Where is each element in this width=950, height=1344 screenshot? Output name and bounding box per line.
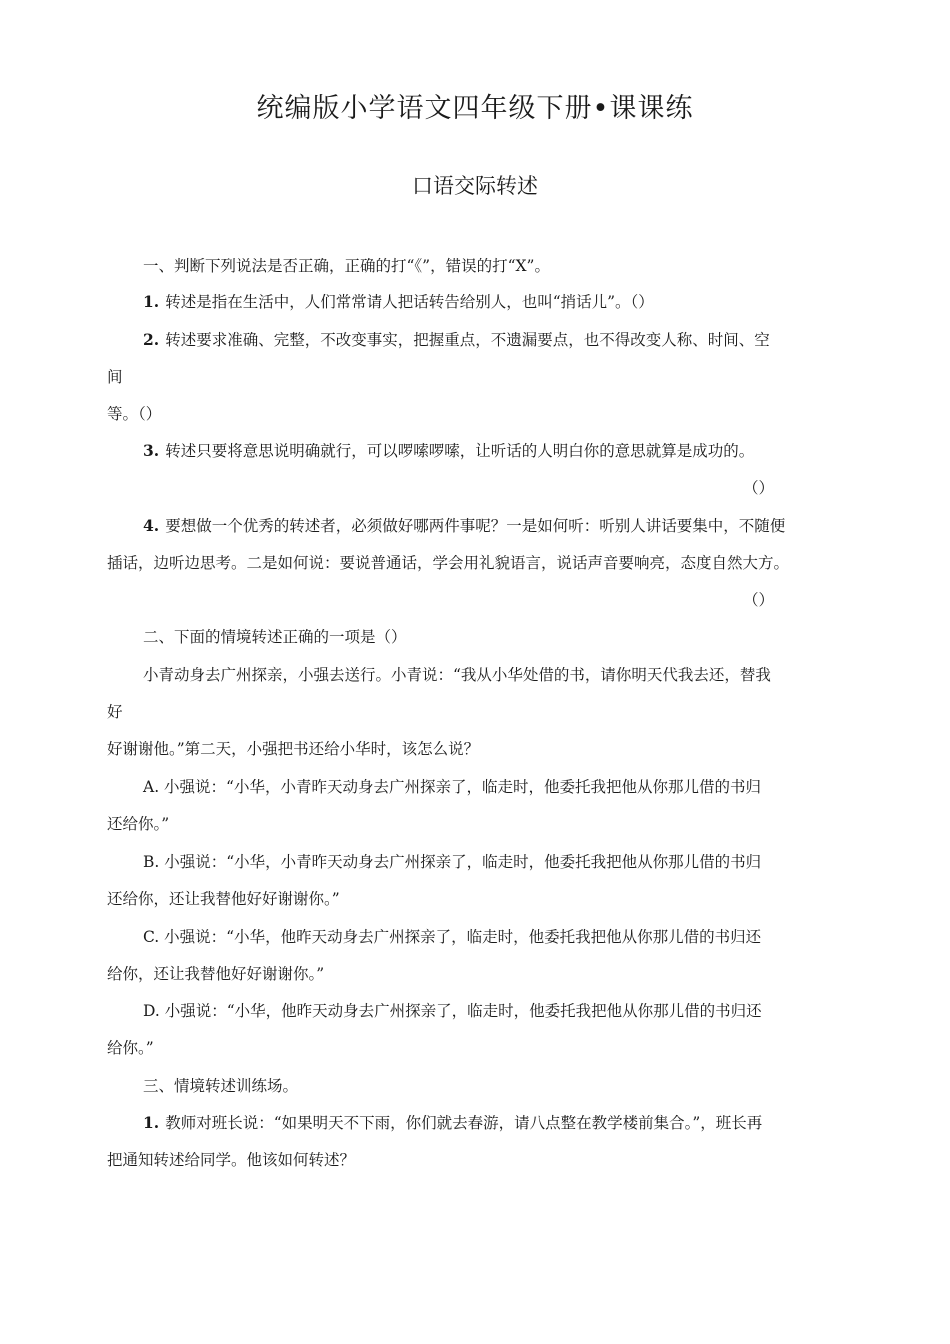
- question-text: 转述只要将意思说明确就行，可以啰嗦啰嗦，让听话的人明白你的意思就算是成功的。: [165, 442, 755, 460]
- section1-heading: 一、判断下列说法是否正确，正确的打“《”，错误的打“X”。: [143, 257, 550, 275]
- question-number: 2.: [143, 330, 160, 349]
- question-text-cont: 插话，边听边思考。二是如何说：要说普通话，学会用礼貌语言，说话声音要响亮，态度自然大方。: [107, 554, 790, 572]
- option-a-cont: 还给你。”: [107, 815, 170, 833]
- option-c: C. 小强说：“小华，他昨天动身去广州探亲了，临走时，他委托我把他从你那儿借的书归还: [143, 928, 762, 946]
- option-a: A. 小强说：“小华，小青昨天动身去广州探亲了，临走时，他委托我把他从你那儿借的书归: [143, 778, 761, 796]
- option-d: D. 小强说：“小华，他昨天动身去广州探亲了，临走时，他委托我把他从你那儿借的书归还: [143, 1002, 762, 1020]
- option-d-cont: 给你。”: [107, 1039, 154, 1057]
- question-text: 转述要求准确、完整，不改变事实，把握重点，不遗漏要点，也不得改变人称、时间、空: [165, 331, 770, 349]
- question-text-cont: 把通知转述给同学。他该如何转述？: [107, 1151, 356, 1169]
- question-1-3: [143, 441, 754, 461]
- question-text: 转述是指在生活中，人们常常请人把话转告给别人，也叫“捎话儿”。（）: [165, 293, 654, 311]
- document-title: 统编版小学语文四年级下册•课课练: [256, 93, 694, 124]
- section3-heading: 三、情境转述训练场。: [143, 1077, 299, 1095]
- option-b: B. 小强说：“小华，小青昨天动身去广州探亲了，临走时，他委托我把他从你那儿借的书归: [143, 853, 762, 871]
- question-number: 1.: [143, 1113, 160, 1132]
- question-number: 4.: [143, 516, 160, 535]
- question-text-cont: 等。（）: [107, 405, 162, 423]
- question-1-4: [143, 516, 785, 536]
- answer-blank: （）: [743, 479, 775, 497]
- question-1-2: [143, 330, 770, 350]
- question-text: 教师对班长说：“如果明天不下雨，你们就去春游，请八点整在教学楼前集合。”，班长再: [165, 1114, 763, 1132]
- question-text: 要想做一个优秀的转述者，必须做好哪两件事呢？一是如何听：听别人讲话要集中，不随便: [165, 517, 786, 535]
- option-b-cont: 还给你，还让我替他好好谢谢你。”: [107, 890, 340, 908]
- document-subtitle: 口语交际转述: [412, 174, 538, 198]
- option-c-cont: 给你，还让我替他好好谢谢你。”: [107, 965, 325, 983]
- answer-blank: （）: [743, 591, 775, 609]
- context-text-cont: 好: [107, 703, 123, 721]
- section2-heading: 二、下面的情境转述正确的一项是（）: [143, 628, 407, 646]
- question-1-1: [143, 292, 654, 312]
- question-number: 3.: [143, 441, 160, 460]
- question-text-cont: 间: [107, 368, 123, 386]
- question-number: 1.: [143, 292, 160, 311]
- question-3-1: [143, 1113, 762, 1133]
- context-text: 小青动身去广州探亲，小强去送行。小青说：“我从小华处借的书，请你明天代我去还，替我: [143, 666, 771, 684]
- context-text-cont: 好谢谢他。”第二天，小强把书还给小华时，该怎么说？: [107, 740, 480, 758]
